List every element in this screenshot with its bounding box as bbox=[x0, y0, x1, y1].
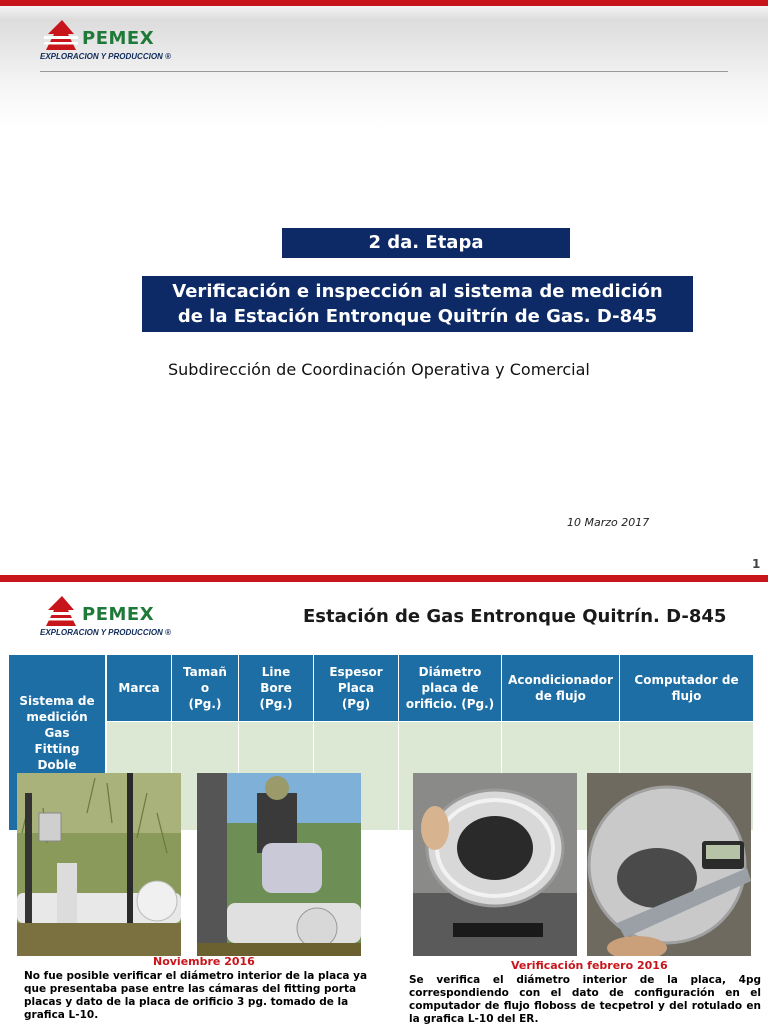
col-header-line: Line bbox=[261, 665, 291, 679]
col-header-marca bbox=[107, 655, 172, 721]
logo-subtitle: EXPLORACION Y PRODUCCION ® bbox=[40, 628, 171, 637]
caption-february: Verificación febrero 2016 bbox=[511, 959, 668, 972]
pemex-logo bbox=[40, 20, 190, 72]
text-november: No fue posible verificar el diámetro interior de la placa ya que presentaba pase entre las cámaras del fitting porta placas y dato de la placa de orificio 3 pg. tomado de la grafica L-10. bbox=[24, 970, 368, 1021]
photo-orifice-ring bbox=[413, 773, 577, 956]
photo-plate-caliper bbox=[587, 773, 751, 956]
page-number: 1 bbox=[752, 557, 761, 571]
logo-name: PEMEX bbox=[82, 604, 155, 625]
col-header-line: (Pg.) bbox=[259, 697, 293, 711]
subdirection-text: Subdirección de Coordinación Operativa y Comercial bbox=[168, 360, 590, 379]
slide-separator-bar bbox=[0, 575, 768, 582]
logo-name: PEMEX bbox=[82, 28, 155, 49]
col-header-line: Bore bbox=[260, 681, 292, 695]
slide-title bbox=[142, 276, 693, 332]
col-header-line-bore bbox=[239, 655, 314, 721]
col-header-line: Tamañ bbox=[183, 665, 227, 679]
col-header-line: Computador de bbox=[634, 673, 739, 687]
header-divider bbox=[40, 71, 728, 72]
col-header-line: o bbox=[200, 681, 210, 695]
col-header-line: (Pg.) bbox=[188, 697, 222, 711]
slide-title-line2: de la Estación Entronque Quitrín de Gas. D-845 bbox=[177, 306, 658, 327]
col-header-diametro bbox=[399, 655, 502, 721]
col-header-line: de flujo bbox=[535, 689, 586, 703]
row-header-line: Sistema de bbox=[19, 694, 95, 708]
photo-technician-fitting bbox=[197, 773, 361, 956]
slide-date: 10 Marzo 2017 bbox=[567, 516, 650, 529]
col-header-computador bbox=[620, 655, 753, 721]
col-header-line: Diámetro bbox=[418, 665, 482, 679]
inspection-slide bbox=[0, 582, 768, 1024]
col-header-line: orificio. (Pg.) bbox=[405, 697, 495, 711]
col-header-tamano bbox=[172, 655, 239, 721]
col-header-line: (Pg) bbox=[341, 697, 371, 711]
col-header-line: placa de bbox=[421, 681, 479, 695]
stage-label: 2 da. Etapa bbox=[282, 228, 570, 258]
text-february: Se verifica el diámetro interior de la placa, 4pg correspondiendo con el dato de configuración en el computador de flujo floboss de tecpetrol y del rotulado en la grafica L-10 del ER. bbox=[409, 974, 761, 1024]
col-header-acondicionador bbox=[502, 655, 620, 721]
col-header-line: Acondicionador bbox=[508, 673, 613, 687]
row-header-line: Doble bbox=[37, 758, 77, 772]
pemex-logo-2 bbox=[40, 596, 190, 648]
photo-pipes-field bbox=[17, 773, 181, 956]
col-header-line: flujo bbox=[671, 689, 702, 703]
row-header-line: Gas bbox=[44, 726, 70, 740]
logo-subtitle: EXPLORACION Y PRODUCCION ® bbox=[40, 52, 171, 61]
top-red-bar bbox=[0, 0, 768, 6]
caption-november: Noviembre 2016 bbox=[153, 955, 255, 968]
col-header-line: Placa bbox=[337, 681, 375, 695]
col-header-line: Espesor bbox=[329, 665, 383, 679]
pemex-eagle-icon bbox=[40, 20, 82, 52]
slide2-title: Estación de Gas Entronque Quitrín. D-845 bbox=[303, 606, 727, 627]
col-header-line: Marca bbox=[118, 681, 160, 695]
slide-title-line1: Verificación e inspección al sistema de medición bbox=[172, 281, 663, 302]
row-header-line: Fitting bbox=[34, 742, 80, 756]
col-header-espesor bbox=[314, 655, 399, 721]
row-header-line: medición bbox=[26, 710, 88, 724]
pemex-eagle-icon bbox=[40, 596, 82, 628]
